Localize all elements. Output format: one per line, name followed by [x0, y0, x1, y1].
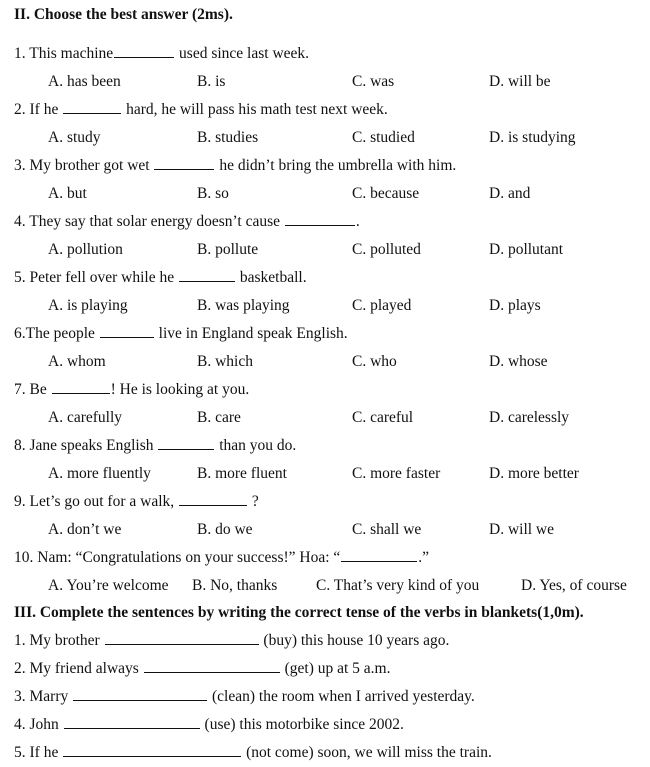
question-3	[14, 155, 456, 177]
option-d[interactable]: D. is studying	[489, 129, 576, 146]
sentence-text: 3. Marry	[14, 688, 69, 705]
option-b[interactable]: B. is	[197, 73, 226, 90]
question-text: 5. Peter fell over while he	[14, 269, 175, 286]
question-text: 10. Nam: “Congratulations on your success!” Hoa: “	[14, 549, 341, 566]
options-2	[0, 127, 650, 149]
option-b[interactable]: B. so	[197, 185, 229, 202]
option-d[interactable]: D. will be	[489, 73, 551, 90]
question-9	[14, 491, 259, 513]
option-c[interactable]: C. more faster	[352, 465, 441, 482]
question-text: 4. They say that solar energy doesn’t cause	[14, 213, 281, 230]
option-a[interactable]: A. pollution	[48, 241, 123, 258]
question-7	[14, 379, 249, 401]
section-3-heading: III. Complete the sentences by writing the correct tense of the verbs in blankets(1,0m).	[14, 604, 584, 621]
question-text: he didn’t bring the umbrella with him.	[219, 157, 457, 174]
exercise-item-3	[14, 686, 475, 708]
sentence-text: 4. John	[14, 716, 59, 733]
answer-blank[interactable]	[285, 211, 355, 226]
option-b[interactable]: B. was playing	[197, 297, 290, 314]
option-b[interactable]: B. which	[197, 353, 253, 370]
option-c[interactable]: C. That’s very kind of you	[316, 577, 480, 594]
question-text: 9. Let’s go out for a walk,	[14, 493, 175, 510]
sentence-text: (clean) the room when I arrived yesterday.	[212, 688, 475, 705]
option-d[interactable]: D. Yes, of course	[521, 577, 627, 594]
answer-blank[interactable]	[179, 491, 247, 506]
question-text: than you do.	[219, 437, 297, 454]
option-b[interactable]: B. No, thanks	[192, 577, 278, 594]
question-text: 6.The people	[14, 325, 95, 342]
question-text: basketball.	[239, 269, 307, 286]
answer-blank[interactable]	[63, 99, 121, 114]
option-a[interactable]: A. carefully	[48, 409, 123, 426]
answer-blank[interactable]	[105, 630, 259, 645]
exercise-item-1	[14, 630, 449, 652]
question-text: live in England speak English.	[158, 325, 348, 342]
exercise-item-2	[14, 658, 390, 680]
option-c[interactable]: C. studied	[352, 129, 415, 146]
options-9	[0, 519, 650, 541]
option-a[interactable]: A. but	[48, 185, 87, 202]
question-5	[14, 267, 307, 289]
answer-blank[interactable]	[100, 323, 154, 338]
sentence-text: 1. My brother	[14, 632, 100, 649]
option-c[interactable]: C. played	[352, 297, 412, 314]
option-c[interactable]: C. careful	[352, 409, 414, 426]
option-c[interactable]: C. shall we	[352, 521, 422, 538]
question-text: hard, he will pass his math test next week.	[126, 101, 388, 118]
option-c[interactable]: C. because	[352, 185, 420, 202]
option-a[interactable]: A. is playing	[48, 297, 128, 314]
option-a[interactable]: A. whom	[48, 353, 106, 370]
option-c[interactable]: C. who	[352, 353, 397, 370]
question-text: 3. My brother got wet	[14, 157, 150, 174]
option-d[interactable]: D. will we	[489, 521, 555, 538]
option-c[interactable]: C. polluted	[352, 241, 421, 258]
answer-blank[interactable]	[154, 155, 214, 170]
sentence-text: (get) up at 5 a.m.	[284, 660, 391, 677]
option-d[interactable]: D. plays	[489, 297, 541, 314]
option-a[interactable]: A. You’re welcome	[48, 577, 169, 594]
answer-blank[interactable]	[63, 742, 241, 757]
option-a[interactable]: A. has been	[48, 73, 121, 90]
sentence-text: 2. My friend always	[14, 660, 139, 677]
question-1	[14, 43, 309, 65]
question-text: 2. If he	[14, 101, 59, 118]
question-text: used since last week.	[179, 45, 310, 62]
exercise-item-4	[14, 714, 404, 736]
option-c[interactable]: C. was	[352, 73, 395, 90]
sentence-text: (use) this motorbike since 2002.	[204, 716, 404, 733]
answer-blank[interactable]	[114, 43, 174, 58]
answer-blank[interactable]	[52, 379, 110, 394]
option-a[interactable]: A. study	[48, 129, 101, 146]
question-text: ! He is looking at you.	[110, 381, 250, 398]
option-d[interactable]: D. more better	[489, 465, 579, 482]
sentence-text: (buy) this house 10 years ago.	[263, 632, 450, 649]
answer-blank[interactable]	[158, 435, 214, 450]
option-b[interactable]: B. studies	[197, 129, 259, 146]
answer-blank[interactable]	[144, 658, 280, 673]
question-2	[14, 99, 388, 121]
question-4	[14, 211, 360, 233]
option-b[interactable]: B. do we	[197, 521, 253, 538]
options-10	[0, 575, 650, 597]
sentence-text: 5. If he	[14, 744, 59, 761]
option-b[interactable]: B. more fluent	[197, 465, 287, 482]
options-3	[0, 183, 650, 205]
option-d[interactable]: D. carelessly	[489, 409, 570, 426]
question-text: ?	[251, 493, 259, 510]
section-2-heading: II. Choose the best answer (2ms).	[14, 6, 233, 23]
answer-blank[interactable]	[73, 686, 207, 701]
option-d[interactable]: D. and	[489, 185, 531, 202]
option-b[interactable]: B. pollute	[197, 241, 259, 258]
question-text: 7. Be	[14, 381, 47, 398]
question-8	[14, 435, 296, 457]
sentence-text: (not come) soon, we will miss the train.	[246, 744, 492, 761]
option-a[interactable]: A. don’t we	[48, 521, 122, 538]
option-d[interactable]: D. pollutant	[489, 241, 564, 258]
options-4	[0, 239, 650, 261]
question-text: 8. Jane speaks English	[14, 437, 154, 454]
options-1	[0, 71, 650, 93]
answer-blank[interactable]	[341, 547, 417, 562]
options-7	[0, 407, 650, 429]
option-a[interactable]: A. more fluently	[48, 465, 151, 482]
answer-blank[interactable]	[64, 714, 200, 729]
question-text: 1. This machine	[14, 45, 114, 62]
option-b[interactable]: B. care	[197, 409, 241, 426]
question-10	[14, 547, 429, 569]
answer-blank[interactable]	[179, 267, 235, 282]
options-8	[0, 463, 650, 485]
question-text: .	[355, 213, 360, 230]
question-text: .”	[418, 549, 430, 566]
exercise-item-5	[14, 742, 492, 764]
options-5	[0, 295, 650, 317]
options-6	[0, 351, 650, 373]
option-d[interactable]: D. whose	[489, 353, 548, 370]
question-6	[14, 323, 348, 345]
